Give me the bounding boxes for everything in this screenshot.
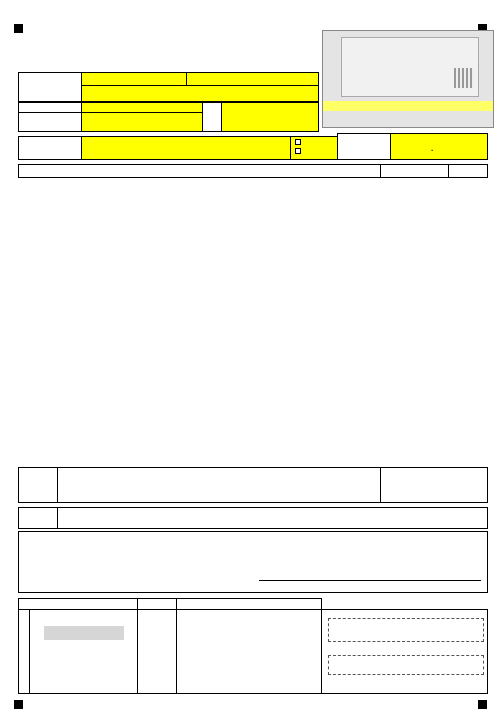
tel-field[interactable] [221, 102, 319, 132]
institution-code-field[interactable] [328, 618, 484, 642]
name-field[interactable] [81, 112, 203, 132]
doctor-header [448, 164, 488, 178]
birth-field[interactable] [81, 136, 291, 160]
female-checkbox[interactable] [295, 148, 301, 154]
record-code-cell [321, 609, 488, 694]
male-checkbox[interactable] [295, 139, 301, 145]
seal-position[interactable] [44, 626, 124, 640]
qr-code-icon [454, 68, 474, 88]
answer-header [380, 164, 449, 178]
address-label-cell [18, 72, 82, 102]
vaccination-date-field[interactable] [328, 655, 484, 675]
coupon-area [322, 30, 494, 128]
name-label-cell [18, 112, 82, 132]
coupon-card [341, 37, 479, 97]
temp-decimal-point: . [431, 144, 434, 153]
sex-field [290, 136, 338, 160]
institution-options [57, 507, 488, 529]
consent-section [18, 531, 488, 593]
registration-mark [14, 700, 23, 709]
address-city-divider [186, 73, 187, 85]
temperature-field[interactable] [390, 133, 488, 160]
sex-female-option[interactable] [295, 148, 333, 155]
sex-male-option[interactable] [295, 139, 333, 146]
address-field[interactable] [81, 72, 319, 102]
temp-label-cell [337, 133, 391, 160]
record-vaccine-cell [29, 609, 138, 694]
doctor-signature-field[interactable] [380, 467, 488, 503]
doctor-section-label-cell [18, 467, 58, 503]
address-divider [82, 85, 318, 86]
record-dose-cell[interactable] [137, 609, 177, 694]
coupon-number-strip [323, 101, 493, 111]
consent-sign-line[interactable] [259, 580, 481, 581]
question-header [18, 164, 381, 178]
record-place-cell [176, 609, 322, 694]
registration-mark [478, 700, 487, 709]
tel-label-cell [202, 102, 222, 132]
institution-label-cell [18, 507, 58, 529]
doctor-section [57, 467, 381, 503]
birth-label-cell [18, 136, 82, 160]
registration-mark [14, 24, 23, 33]
